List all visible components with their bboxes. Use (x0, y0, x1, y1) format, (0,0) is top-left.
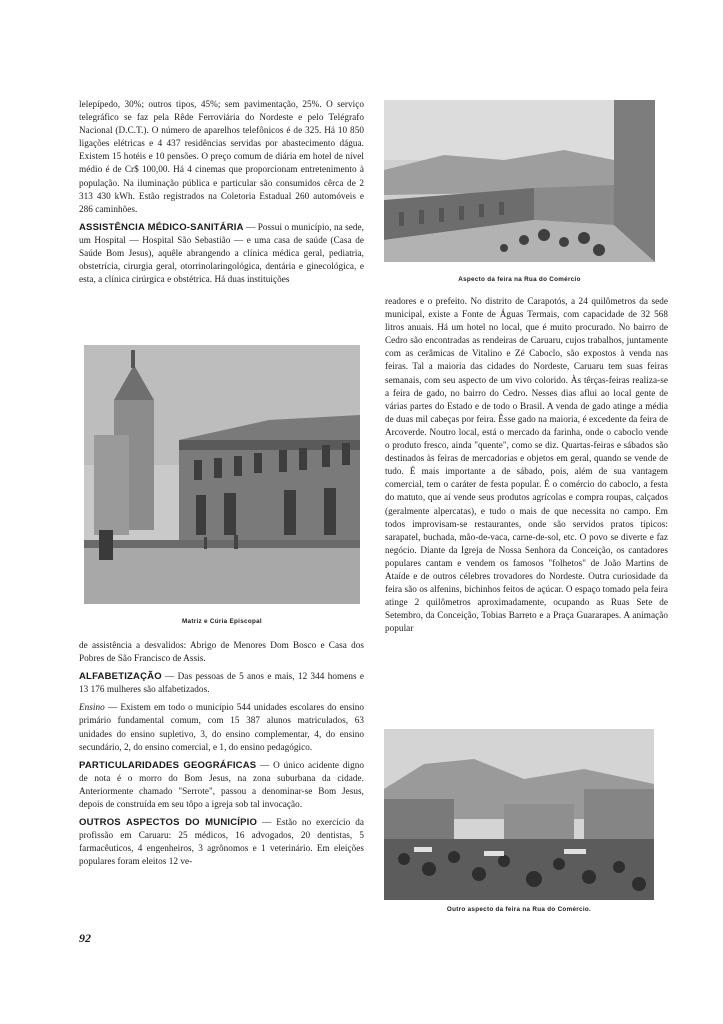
paragraph-literacy-text: — Das pessoas de 5 anos e mais, 12 344 homens e 13 176 mulheres são alfabetizados. (79, 671, 364, 695)
paragraph-other-aspects (79, 816, 364, 868)
photo-feira-1 (384, 100, 655, 262)
heading-health: ASSISTÊNCIA MÉDICO-SANITÁRIA (79, 221, 244, 233)
heading-other-aspects: OUTROS ASPECTOS DO MUNICÍPIO (79, 817, 258, 829)
heading-education: Ensino (79, 702, 105, 713)
right-column (385, 295, 668, 640)
paragraph-education-text: — Existem em todo o município 544 unidades escolares do ensino primário fundamental comum, com 15 387 alunos matriculados, 63 unidades do ensino supletivo, 3, do ensino complementar, 4, do ensino secundário, 2, do ensino comercial, e 1, do ensino pedagógico. (79, 702, 364, 752)
page-number: 92 (79, 931, 91, 945)
heading-literacy: ALFABETIZAÇÃO (79, 671, 162, 683)
paragraph-geography (79, 759, 364, 811)
paragraph-literacy (79, 670, 364, 696)
paragraph-geography-text: — O único acidente digno de nota é o morro do Bom Jesus, na zona suburbana da cidade. Anteriormente chamado "Serrote", passou a denominar-se Bom Jesus, depois de construída em seu tôpo a igreja sob tal invocação. (79, 759, 365, 810)
paragraph-health-text: — Possui o município, na sede, um Hospital — Hospital São Sebastião — e uma casa de saúde (Casa de Saúde Bom Jesus), aquêle abrangendo a clínica médica geral, pediatria, obstetrícia, cirurgia geral, otorrinolaringológica, dentária e ginecológica, e esta, a clínica cirúrgica e obstétrica. Há duas instituições (79, 221, 364, 285)
caption-feira-2: Outro aspecto da feira na Rua do Comércio. (446, 906, 592, 913)
paragraph-education (79, 701, 364, 753)
paragraph-other-aspects-text: — Estão no exercício da profissão em Caruaru: 25 médicos, 16 advogados, 20 dentistas, 5 farmacêuticos, 4 engenheiros, 3 agrônomos e 1 veterinário. Em eleições populares foram eleitos 12 ve- (79, 817, 364, 867)
left-column-top (79, 98, 364, 291)
paragraph-charity: de assistência a desvalidos: Abrigo de Menores Dom Bosco e Casa dos Pobres de São Francisco de Assis. (79, 640, 364, 664)
caption-matriz: Matriz e Cúria Episcopal (182, 618, 262, 625)
left-column-bottom (79, 639, 364, 874)
caption-feira-1: Aspecto da feira na Rua do Comércio (458, 276, 581, 283)
paragraph-fairs: readores e o prefeito. No distrito de Carapotós, a 24 quilômetros da sede municipal, existe a Fonte de Águas Termais, com capacidade de 32 568 litros anuais. Há um hotel no local, que é muito procurado. No bairro de Cedro são encontradas as rendeiras de Caruaru, cujos trabalhos, juntamente com as cerâmicas de Vitalino e Zé Caboclo, são expostos à venda nas feiras. Tal a maioria das cidades do Nordeste, Caruaru tem suas feiras semanais, com seu aspecto de um vivo colorido. Às têrças-feiras realiza-se a feira de gado, no bairro do Cedro. Nesses dias aflui ao local gente de várias partes do Estado e de todo o Brasil. A venda de gado atinge a média de duas mil cabeças por feira. Êsse gado na maioria, é excedente da feira de Arcoverde. Noutro local, está o mercado da farinha, onde o caboclo vende o produto fresco, ainda "quente", como se diz. Quartas-feiras e sábados são destinados às feiras de mercadorias e objetos em geral, quando se vende de tudo. É mais importante a de sábado, pois, além de sua vantagem comercial, tem o caráter de festa popular. É o comércio do caboclo, a festa do matuto, que aí vende seus produtos agrícolas e compra roupas, calçados (geralmente alpercatas), e tudo o mais de que necessita no campo. Em todos improvisam-se restaurantes, onde são servidos pratos típicos: sarapatel, buchada, mão-de-vaca, carne-de-sol, etc. O povo se diverte e faz negócio. Diante da Igreja de Nossa Senhora da Conceição, os cantadores populares cantam e vendem os famosos "folhetos" de João Martins de Ataíde e de outros célebres trovadores do Nordeste. Outra curiosidade da feira são os alfenins, bichinhos feitos de açúcar. O espaço tomado pela feira atinge 2 quilômetros aproximadamente, ocupando as Ruas Sete de Setembro, da Conceição, Tobias Barreto e a Praça Guararapes. A animação popular (385, 296, 668, 634)
heading-geography: PARTICULARIDADES GEOGRÁFICAS (79, 759, 257, 771)
paragraph-services: lelepípedo, 30%; outros tipos, 45%; sem pavimentação, 25%. O serviço telegráfico se faz pela Rêde Ferroviária do Nordeste e pelo Telégrafo Nacional (D.C.T.). O número de aparelhos telefônicos é de 325. Há 10 850 ligações elétricas e 4 437 residências servidas por abastecimento dágua. Existem 15 hotéis e 10 pensões. O preço comum de diária em hotel de nível médio é de Cr$ 100,00. Há 4 cinemas que proporcionam entretenimento à população. Na iluminação pública e particular são consumidos cêrca de 2 313 430 kWh. Estão registrados na Coletoria Estadual 260 automóveis e 286 caminhões. (79, 99, 364, 214)
photo-feira-2 (384, 729, 654, 900)
photo-matriz (84, 345, 360, 604)
paragraph-health (79, 221, 364, 286)
